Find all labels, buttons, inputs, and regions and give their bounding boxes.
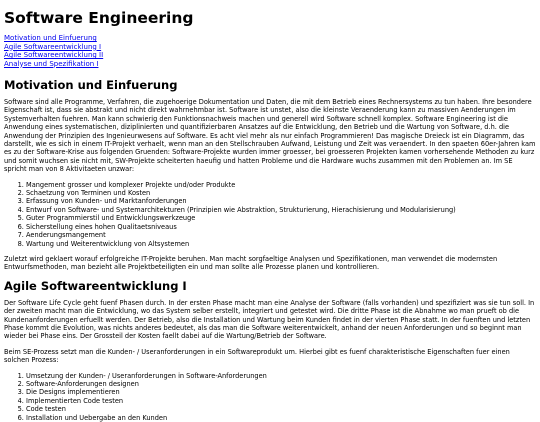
section-agile-1 [4, 279, 536, 422]
page-title: Software Engineering [4, 9, 194, 27]
process-list [4, 372, 536, 422]
activity-list [4, 181, 536, 248]
toc-link-agile-1[interactable]: Agile Softwareentwicklung I [4, 42, 102, 51]
section-paragraph: Der Software Life Cycle geht fuenf Phasen durch. In der ersten Phase macht man eine Analyse der Software (falls vorhanden) und spezifiziert was sie tun soll. In der zweiten macht man die Entwicklung, wo das System selber erstellt, integriert und getestet wird. Die dritte Phase ist die Abnahme wo man prueft ob die Kundenanforderungen erfuellt werden. Der Betrieb, also die Installation und Wartung beim Kunden findet in der vierten Phase statt. In der fuenften und letzten Phase kommt die Evolution, was nichts anderes bedeutet, als das man die Software weiterentwickelt, anhand der neuen Anforderungen und so beginnt man wieder bei Phase eins. Der Grossteil der Kosten faellt dabei auf die Wartung/Betrieb der Software. [4, 298, 535, 341]
list-item: 7. Aenderungsmangement [26, 231, 536, 239]
list-item: 3. Erfassung von Kunden- und Marktanforderungen [26, 197, 536, 205]
section-paragraph: Zuletzt wird geklaert worauf erfolgreiche IT-Projekte beruhen. Man macht sorgfaeltige Analysen und Spezifikationen, man verwendet die modernsten Entwurfsmethoden, man bezieht alle Projektbeteiligten ein und man sollte alle Prozesse planen und kontrollieren. [4, 254, 498, 272]
list-item: 2. Software-Anforderungen designen [26, 380, 536, 388]
list-item: 6. Installation und Uebergabe an den Kunden [26, 414, 536, 422]
table-of-contents [4, 34, 536, 68]
list-item: 1. Mangement grosser und komplexer Projekte und/oder Produkte [26, 181, 536, 189]
list-item: 1. Umsetzung der Kunden- / Useranforderungen in Software-Anforderungen [26, 372, 536, 380]
section-heading: Agile Softwareentwicklung I [4, 278, 187, 293]
list-item: 4. Implementierten Code testen [26, 397, 536, 405]
list-item: 6. Sicherstellung eines hohen Qualitaetsniveaus [26, 223, 536, 231]
list-item: 5. Code testen [26, 405, 536, 413]
toc-link-motivation[interactable]: Motivation und Einfuerung [4, 34, 97, 42]
section-motivation [4, 78, 536, 272]
section-paragraph: Software sind alle Programme, Verfahren, die zugehoerige Dokumentation und Daten, die mit dem Betrieb eines Rechnersystems zu tun haben. Ihre besondere Eigenschaft ist, dass sie abstrakt und nicht direkt wahrnehmbar ist. Software ist unstet, also die kleinste Veraenderung kann zu massiven Aenderungen im Systemverhalten fuehren. Man kann schwierig den Funktionsnachweis machen und generell wird Software schnell komplex. Software Engineering ist die Anwendung eines systematischen, diziplinierten und quantifizierbaren Ansatzes auf die Entwicklung, den Betrieb und die Wartung von Software, d.h. die Anwendung der Prinzipien des Ingenieurwesens auf Software. Es acht viel mehr als nur einfach Programmieren! Das magische Dreieck ist ein Diagramm, das darstellt, wie es sich in einem IT-Projekt verhaelt, wenn man an den Stellschrauben Aufwand, Leistung und Zeit was veraendert. In den spaeten 60er-Jahren kam es zu der Software-Krise aus folgenden Gruenden: Software-Projekte wurden immer groesser, bei groesseren Projekten kamen vorhersehende Methoden zu kurz und somit wuchsen sie nicht mit, SW-Projekte scheiterten haeufig und hatten Probleme und die Hardware wuchs zusammen mit den Problemen an. Im SE spricht man von 8 Aktivitaeten unzwar: [4, 98, 536, 174]
toc-link-analyse[interactable]: Analyse und Spezifikation I [4, 59, 99, 68]
list-item: 5. Guter Programmierstil und Entwicklungswerkzeuge [26, 214, 536, 222]
toc-link-agile-2[interactable]: Agile Softwareentwicklung II [4, 51, 104, 59]
section-heading: Motivation und Einfuerung [4, 78, 178, 92]
section-paragraph: Beim SE-Prozess setzt man die Kunden- / Useranforderungen in ein Softwareprodukt um. Hierbei gibt es fuenf charakteristische Eigenschaften fuer einen solchen Prozess: [4, 347, 510, 365]
list-item: 8. Wartung und Weiterentwicklung von Altsystemen [26, 240, 536, 248]
list-item: 2. Schaetzung von Terminen und Kosten [26, 189, 536, 197]
list-item: 4. Entwurf von Software- und Systemarchitekturen (Prinzipien wie Abstraktion, Strukturierung, Hierachisierung und Modularisierung) [26, 206, 536, 214]
list-item: 3. Die Designs implementieren [26, 388, 536, 396]
